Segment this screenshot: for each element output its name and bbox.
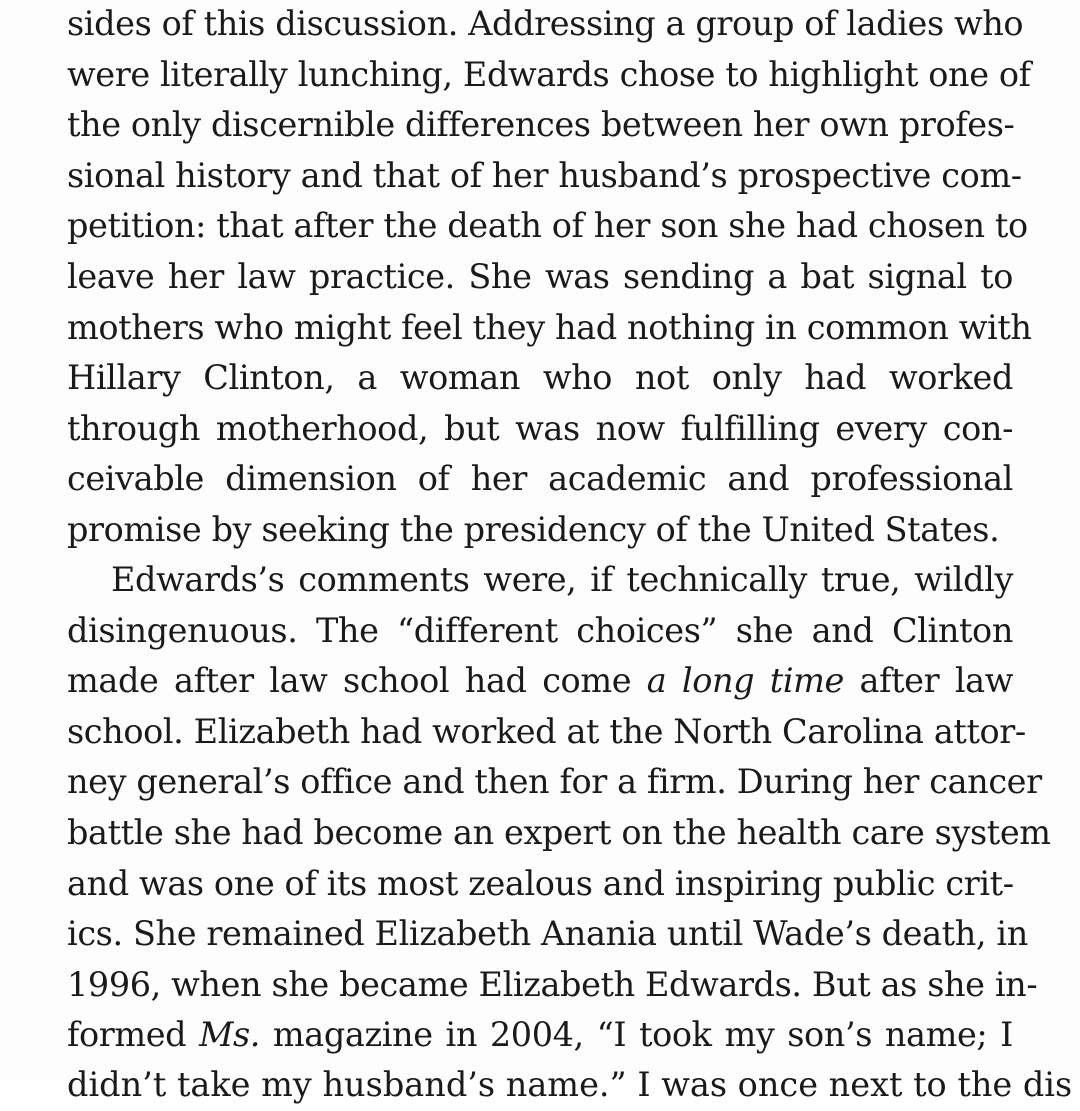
text-line: ney general’s office and then for a firm. During her cancer [67,762,1042,802]
italic-emphasis: a long time [646,661,844,701]
text-line [67,656,1013,707]
text-line: sides of this discussion. Addressing a group of ladies who [67,4,1024,43]
text-line: disingenuous. The “different choices” she and Clinton [67,610,1013,650]
italic-title: Ms. [199,1015,261,1055]
text-run: magazine in 2004, “I took my son’s name; I [260,1015,1013,1055]
text-line: were literally lunching, Edwards chose to highlight one of [67,54,1031,94]
text-line: ics. She remained Elizabeth Anania until Wade’s death, in [67,914,1028,954]
text-line: school. Elizabeth had worked at the North Carolina attor- [67,711,1026,751]
text-line: mothers who might feel they had nothing in common with [67,307,1032,347]
text-run: after law [843,661,1013,701]
text-line: leave her law practice. She was sending a bat signal to [67,256,1013,296]
text-line: Edwards’s comments were, if technically true, wildly [111,560,1013,599]
cut-off-line: didn’t take my husband’s name.” I was once next to the dis [67,1065,1073,1104]
text-run: formed [67,1015,200,1055]
text-line: 1996, when she became Elizabeth Edwards. But as she in- [67,964,1038,1004]
text-line: battle she had become an expert on the health care system [67,812,1051,852]
text-line: and was one of its most zealous and inspiring public crit- [67,863,1014,903]
text-line [67,1010,1013,1061]
text-line: petition: that after the death of her son she had chosen to [67,206,1028,246]
text-line: sional history and that of her husband’s prospective com- [67,155,1022,195]
text-line: through motherhood, but was now fulfilling every con- [67,408,1013,448]
text-run: made after law school had come [67,661,647,701]
text-line: promise by seeking the presidency of the United States. [67,509,1000,549]
text-line: ceivable dimension of her academic and professional [67,459,1013,499]
text-line: the only discernible differences between her own profes- [67,105,1015,145]
paragraph-1 [67,0,1032,556]
paragraph-2 [67,555,1051,1061]
text-line: Hillary Clinton, a woman who not only had worked [67,358,1013,398]
